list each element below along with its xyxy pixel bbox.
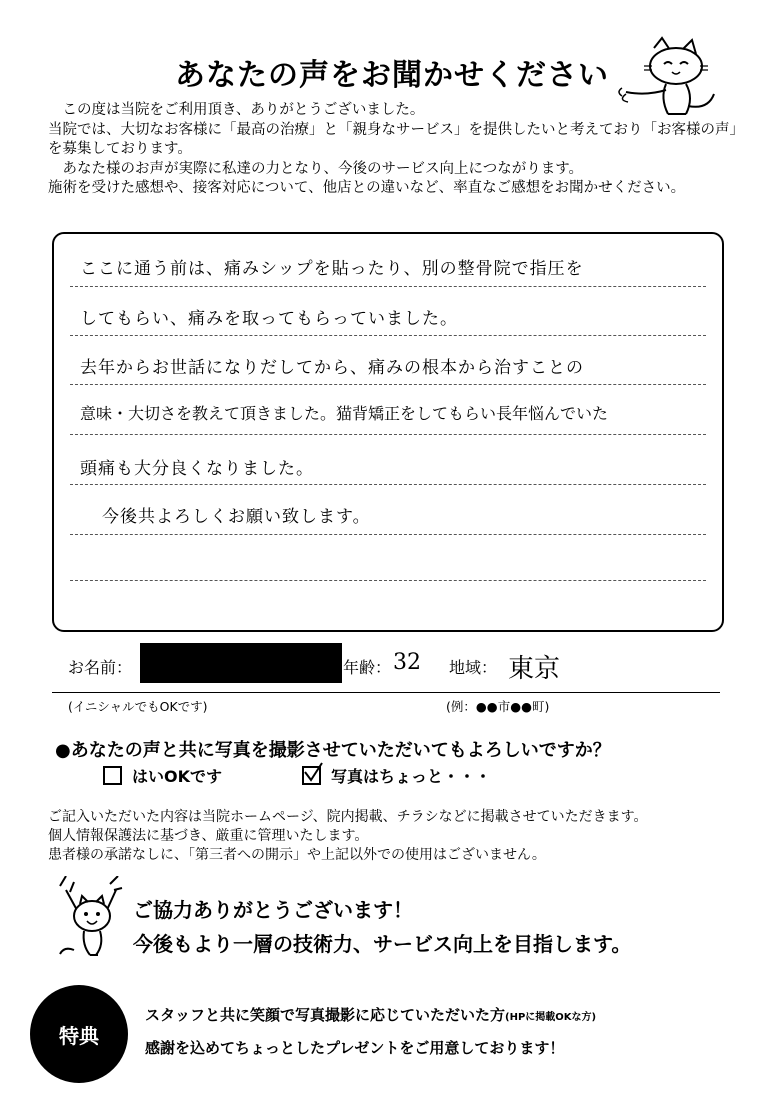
- benefit-text: [145, 1000, 596, 1063]
- benefit-line-1-note: (HPに掲載OKな方): [505, 1012, 597, 1023]
- checkbox-yes[interactable]: [103, 766, 122, 785]
- benefit-badge: 特典: [30, 985, 128, 1083]
- thanks-line: 今後もより一層の技術力、サービス向上を目指します。: [133, 932, 632, 956]
- name-note: (イニシャルでもOKです): [68, 699, 208, 714]
- region-label: 地域：: [449, 658, 498, 677]
- page-title: あなたの声をお聞かせください: [175, 58, 609, 93]
- handwritten-line: 意味・大切さを教えて頂きました。猫背矯正をしてもらい長年悩んでいた: [80, 404, 609, 423]
- check-mark-icon: [302, 762, 324, 784]
- region-note: (例：●●市●●町): [446, 699, 550, 714]
- checkbox-no[interactable]: [302, 766, 321, 785]
- name-redaction: [140, 643, 342, 683]
- age-value: 32: [393, 650, 421, 675]
- intro-line: あなた様のお声が実際に私達の力となり、今後のサービス向上につながります。: [48, 160, 584, 177]
- intro-text: [48, 101, 738, 199]
- ruled-line: [70, 434, 706, 435]
- intro-line: 当院では、大切なお客様に「最高の治療」と「親身なサービス」を提供したいと考えており「お客様の声」を募集しております。: [48, 121, 737, 157]
- ruled-line: [70, 286, 706, 287]
- form-underline: [52, 692, 720, 693]
- privacy-notice: [48, 808, 647, 865]
- age-label: 年齢：: [343, 658, 392, 677]
- ruled-line: [70, 484, 706, 485]
- region-value: 東京: [508, 654, 561, 684]
- handwritten-line: ここに通う前は、痛みシップを貼ったり、別の整骨院で指圧を: [80, 259, 584, 279]
- ruled-line: [70, 335, 706, 336]
- benefit-line-2: 感謝を込めてちょっとしたプレゼントをご用意しております！: [145, 1039, 565, 1057]
- cat-cheering-icon: [52, 876, 132, 966]
- handwritten-line: 去年からお世話になりだしてから、痛みの根本から治すことの: [80, 358, 584, 378]
- notice-line: ご記入いただいた内容は当院ホームページ、院内掲載、チラシなどに掲載させていただきます。: [48, 809, 648, 825]
- photo-question: ●あなたの声と共に写真を撮影させていただいてもよろしいですか？: [55, 740, 611, 761]
- comment-box: [52, 232, 724, 632]
- option-yes[interactable]: [103, 764, 222, 787]
- thanks-line: ご協力ありがとうございます！: [133, 898, 413, 922]
- benefit-line-1: [145, 1000, 596, 1033]
- option-yes-label: はいOKです: [132, 767, 223, 786]
- intro-line: この度は当院をご利用頂き、ありがとうございました。: [48, 102, 425, 118]
- benefit-line-1-text: スタッフと共に笑顔で写真撮影に応じていただいた方: [145, 1006, 506, 1024]
- notice-line: 患者様の承諾なしに、「第三者への開示」や上記以外での使用はございません。: [48, 847, 546, 863]
- handwritten-line: 今後共よろしくお願い致します。: [102, 507, 371, 527]
- ruled-line: [70, 384, 706, 385]
- handwritten-line: 頭痛も大分良くなりました。: [80, 459, 314, 479]
- thanks-message: [133, 893, 631, 961]
- ruled-line: [70, 580, 706, 581]
- intro-line: 施術を受けた感想や、接客対応について、他店との違いなど、率直なご感想をお聞かせください。: [48, 180, 686, 196]
- option-no[interactable]: [302, 764, 491, 787]
- option-no-label: 写真はちょっと・・・: [331, 767, 492, 786]
- ruled-line: [70, 534, 706, 535]
- handwritten-line: してもらい、痛みを取ってもらっていました。: [80, 309, 458, 329]
- notice-line: 個人情報保護法に基づき、厳重に管理いたします。: [48, 828, 369, 844]
- name-label: お名前：: [68, 658, 133, 677]
